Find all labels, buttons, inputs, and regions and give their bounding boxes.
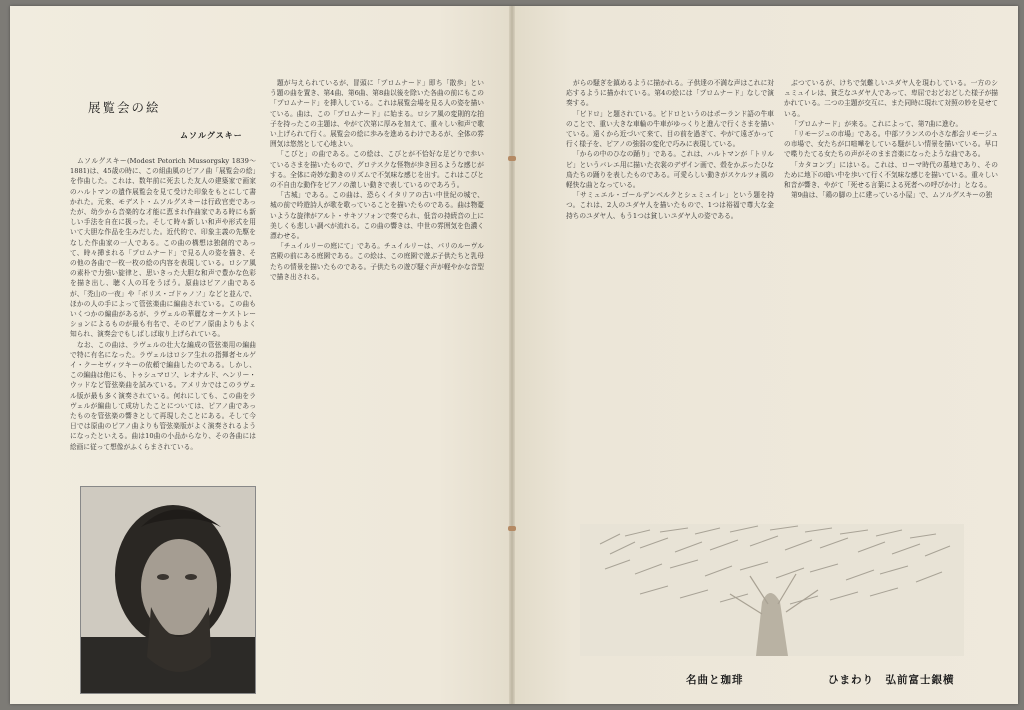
paragraph-limoges: 「リモージュの市場」である。中部フランスの小さな都会リモージュの市場で、女たちが口喧嘩をしている騒がしい情景を描いている。早口で喋りたてる女たちの声がそのまま音楽になったような曲である。 [784,130,998,159]
ad-shop-name: ひまわり 弘前富士銀横 [828,674,955,686]
staple-top [508,156,516,161]
ad-slogan: 名曲と珈琲 [686,674,744,686]
staple-bottom [508,526,516,531]
paragraph-bydlo: 「ビドロ」と題されている。ビドロというのはポーランド語の牛車のことで、重い大きな車輪の牛車がゆっくりと進んで行くさまを描いている。遠くから近づいて来て、目の前を過ぎて、やがて遠ざかって行く様子を、ピアノの強弱の変化で巧みに表現している。 [566,109,774,149]
paragraph-tuileries: 「チュイルリーの庭にて」である。チュイルリーは、パリのルーヴル宮殿の前にある庭園である。この絵は、この庭園で遊ぶ子供たちと乳母たちの情景を描いたものである。子供たちの遊び騒ぐ声が軽やかな音型で描き出される。 [270,242,484,281]
text-column-3 [566,78,774,518]
booklet-spread [10,6,1018,704]
composer-portrait [80,486,256,694]
paragraph-castle: 「古城」である。この曲は、恐らくイタリアの古い中世紀の城で、城の前で吟遊詩人が歌を歌っていることを描いたものである。曲は物憂いような旋律がアルト・サキソフォンで奏でられ、低音の持続音の上に美しくも悲しい調べが流れる。この曲の響きは、中世の雰囲気を色濃く漂わせる。 [270,191,484,241]
center-gutter [509,6,515,704]
paragraph-ox-intro: がらの騒ぎを鎮めるように描かれる。子供達の不満な声はこれに対応するように描かれている。第4の絵には「プロムナード」なしで演奏する。 [566,79,774,108]
paragraph-samuel: 「サミュエル・ゴールデンベルクとシュミュイレ」という題を持つ。これは、2人のユダヤ人を描いたもので、1つは裕福で尊大な金持ちのユダヤ人、もう1つは貧しいユダヤ人の姿である。 [566,191,774,220]
paragraph-ravel: なお、この曲は、ラヴェルの壮大な編成の管弦楽用の編曲で特に有名になった。ラヴェルはロシア生れの指揮者セルゲイ・クーセヴィツキーの依頼で編曲したのである。しかし、この編曲は他にも、トゥシュマロフ、レオナルド、ヘンリー・ウッドなど管弦楽曲を試みている。アメリカではこのラヴェル版が最も多く演奏されている。何れにしても、この曲をラヴェルが編曲して成功したことについては、ピアノ曲であったものを管弦楽の響きとして再現したことにある。そして今日では原曲のピアノ曲よりも管弦楽版がよく演奏されるようになったといえる。曲は10曲の小品からなり、その各曲には絵画に従って想像がふくらまされている。 [70,340,256,451]
left-page [10,6,512,704]
paragraph-shmuyle: ぶつているが、けちで気難しいユダヤ人を現わしている。一方のシュミュイレは、貧乏なユダヤ人であって、卑屈でおどおどした様子が描かれている。二つの主題が交互に、また同時に現れて対照の妙を見せている。 [784,79,998,118]
paragraph-promenade-2: 「プロムナード」が来る。これによって、第7曲に進む。 [791,119,963,128]
ad-tree-illustration [580,524,964,656]
paragraph-catacombs: 「カタコンブ」にはいる。これは、ローマ時代の墓地であり、そのために地下の暗い中を歩いて行く不気味な感じを描いている。重々しい和音が響き、やがて「死せる言葉による死者への呼びかけ」となる。 [784,160,998,190]
paragraph-hut: 第9曲は、「鶏の脚の上に建っている小屋」で、ムソルグスキーの独 [791,191,993,200]
paragraph-promenade: 題が与えられているが、冒頭に「プロムナード」即ち「散歩」という題の曲を置き、第4曲、第6曲、第8曲以後を除いた各曲の前にもこの「プロムナード」を挿入している。これは展覧会場を見る人の姿を描いている。曲は、この「プロムナード」に始まる。ロシア風の変則的な拍子を持ったこの主題は、やがて次第に厚みを加えて、重々しい和声で歌い上げられて行く。展覧会の絵に歩みを進めるわけであるが、全体の雰囲気は悠然として心地よい。 [270,79,484,149]
paragraph-intro: ムソルグスキー(Modest Petorich Mussorgsky 1839〜1881)は、45歳の時に、この組曲風のピアノ曲「展覧会の絵」を作曲した。これは、数年前に死去した友人の建築家で画家のハルトマンの遺作展覧会を見て受けた印象をもとにして書かれた。元来、モデスト・ムソルグスキーは行政官吏であったが、幼少から音楽的な才能に恵まれ作曲家である時にも新しい手法を自在に扱った。そして時々新しい和声や形式を用いて大胆な作品を生みだした。近代的で、印象主義の先駆をなした作曲家の一人である。この曲の構想は独創的であって、時々挿まれる「プロムナード」で見る人の姿を描き、その他の各曲で一枚一枚の絵の内容を表現している。ロシア風の素朴で力強い旋律と、思いきった大胆な和声で豊かな色彩を描き出し、聴く人の耳をうばう。原曲はピアノ曲であるが、「禿山の一夜」や「ボリス・ゴドゥノフ」などと並んで、ほかの人の手によって管弦楽曲に編曲されている。この曲もいくつかの編曲があるが、ラヴェルの華麗なオーケストレーションによるものが最も有名で、そのピアノ原曲よりもよく知られ、演奏会でもしばしば取り上げられている。 [70,157,256,339]
article-title: 展覧会の絵 [88,100,161,115]
composer-name: ムソルグスキー [180,131,243,140]
text-column-4 [784,78,998,518]
text-column-2 [270,78,484,690]
text-column-1 [70,156,256,478]
paragraph-chicks: 「からの中のひなの踊り」である。これは、ハルトマンが「トリルビ」というバレエ用に描いた衣裳のデザイン画で、殻をかぶったひな鳥たちの踊りを表したものである。可愛らしい動きがスケルツォ風の軽快な曲となっている。 [566,150,774,190]
paragraph-gnome: 「こびと」の曲である。この絵は、こびとが不恰好な足どりで歩いているさまを描いたもので、グロテスクな怪物が歩き回るような感じがする。全体に奇妙な動きのリズムで不気味な感じを出す。これはこびとの不自由な動作をピアノの激しい動きで表しているのであろう。 [270,150,484,190]
